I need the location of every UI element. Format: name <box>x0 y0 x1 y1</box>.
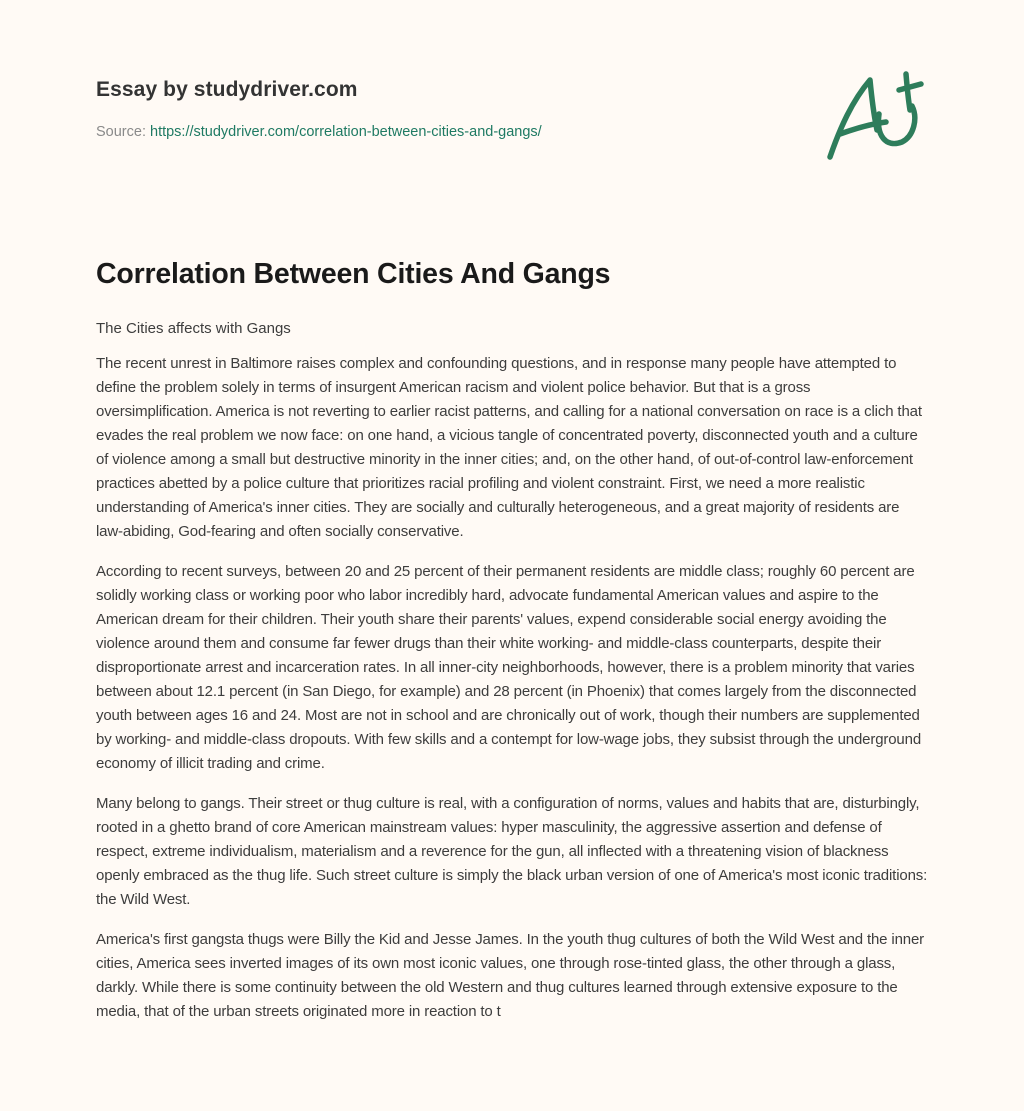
article-paragraph: Many belong to gangs. Their street or thug culture is real, with a configuration of norms, values and habits that are, disturbingly, rooted in a ghetto brand of core American mainstream values: hyper masculinity, the aggressive assertion and defense of respect, extreme individualism, materialism and a reverence for the gun, all inflected with a threatening vision of blackness openly embraced as the thug life. Such street culture is simply the black urban version of one of America's most iconic traditions: the Wild West. <box>96 795 928 908</box>
page-header <box>96 76 936 142</box>
a-plus-grade-icon <box>822 66 932 166</box>
article-subtitle: The Cities affects with Gangs <box>96 320 291 337</box>
brand-title: Essay by studydriver.com <box>96 78 358 101</box>
article-paragraph: America's first gangsta thugs were Billy the Kid and Jesse James. In the youth thug cultures of both the Wild West and the inner cities, America sees inverted images of its own most iconic values, one through rose-tinted glass, the other through a glass, darkly. While there is some continuity between the old Western and thug cultures learned through extensive exposure to the media, that of the urban streets originated more in reaction to t <box>96 931 924 1020</box>
source-link[interactable]: https://studydriver.com/correlation-between-cities-and-gangs/ <box>150 124 542 140</box>
source-label: Source: <box>96 124 150 140</box>
article-paragraph: The recent unrest in Baltimore raises complex and confounding questions, and in response many people have attempted to define the problem solely in terms of insurgent American racism and violent police behavior. But that is a gross oversimplification. America is not reverting to earlier racist patterns, and calling for a national conversation on race is a clich that evades the real problem we now face: on one hand, a vicious tangle of concentrated poverty, disconnected youth and a culture of violence among a small but destructive minority in the inner cities; and, on the other hand, of out-of-control law-enforcement practices abetted by a police culture that prioritizes racial profiling and violent constraint. First, we need a more realistic understanding of America's inner cities. They are socially and culturally heterogeneous, and a great majority of residents are law-abiding, God-fearing and often socially conservative. <box>96 355 922 540</box>
article <box>96 254 928 1040</box>
article-paragraph: According to recent surveys, between 20 and 25 percent of their permanent residents are middle class; roughly 60 percent are solidly working class or working poor who labor incredibly hard, advocate fundamental American values and aspire to the American dream for their children. Their youth share their parents' values, expend considerable social energy avoiding the violence around them and consume far fewer drugs than their white working- and middle-class counterparts, despite their disproportionate arrest and incarceration rates. In all inner-city neighborhoods, however, there is a problem minority that varies between about 12.1 percent (in San Diego, for example) and 28 percent (in Phoenix) that comes largely from the disconnected youth between ages 16 and 24. Most are not in school and are chronically out of work, though their numbers are supplemented by working- and middle-class dropouts. With few skills and a contempt for low-wage jobs, they subsist through the underground economy of illicit trading and crime. <box>96 563 922 772</box>
source-line <box>96 122 936 142</box>
article-title: Correlation Between Cities And Gangs <box>96 258 611 290</box>
